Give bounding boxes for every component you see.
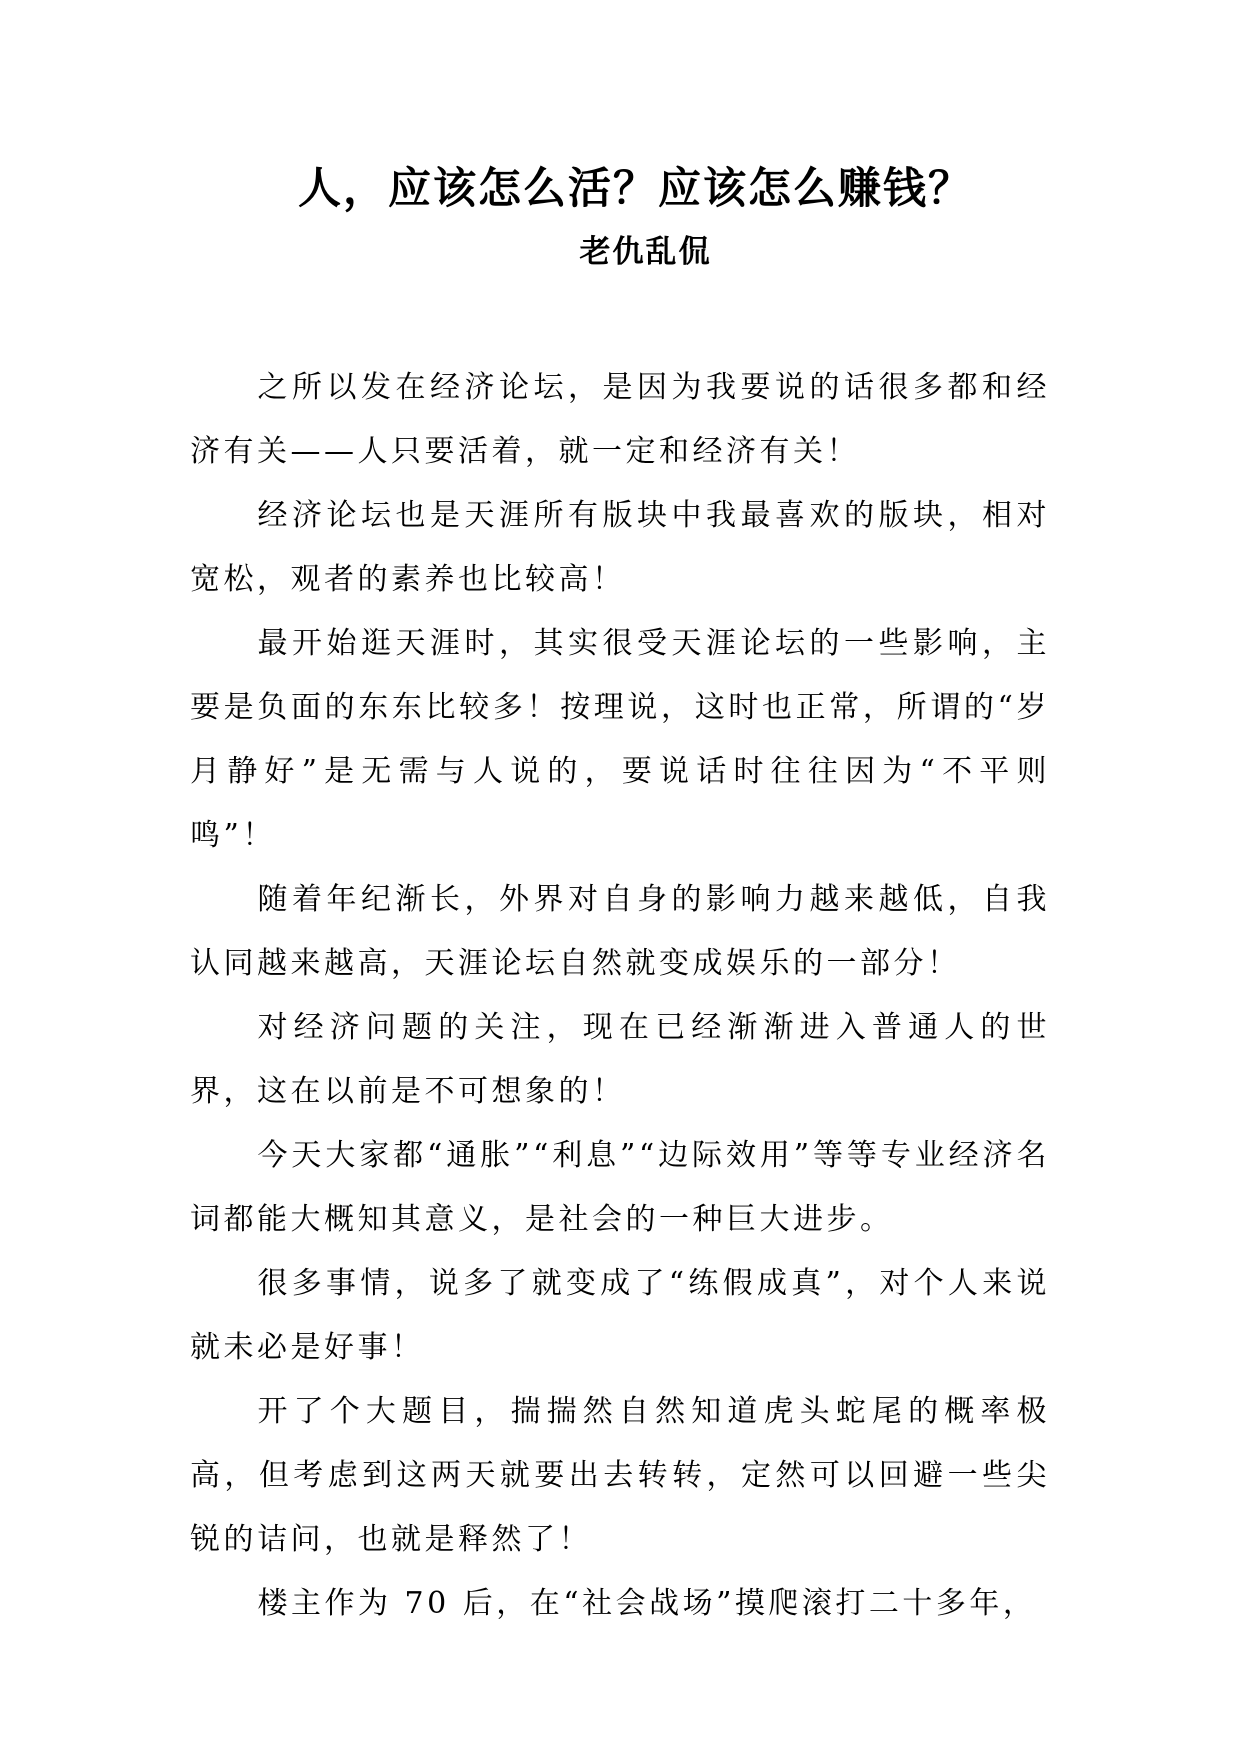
paragraph: 楼主作为 70 后，在“社会战场”摸爬滚打二十多年， [257, 1586, 1037, 1621]
paragraph: 开了个大题目，揣揣然自然知道虎头蛇尾的概率极高，但考虑到这两天就要出去转转，定然可以回避一些尖锐的诘问，也就是释然了！ [190, 1394, 1050, 1557]
author-name: 老仇乱侃 [579, 234, 712, 270]
paragraph: 最开始逛天涯时，其实很受天涯论坛的一些影响，主要是负面的东东比较多！按理说，这时也正常，所谓的“岁月静好”是无需与人说的，要说话时往往因为“不平则鸣”！ [190, 626, 1050, 853]
paragraph: 随着年纪渐长，外界对自身的影响力越来越低，自我认同越来越高，天涯论坛自然就变成娱乐的一部分！ [190, 882, 1050, 981]
document-title: 人，应该怎么活？应该怎么赚钱？ [298, 164, 973, 214]
paragraph: 经济论坛也是天涯所有版块中我最喜欢的版块，相对宽松，观者的素养也比较高！ [190, 498, 1050, 597]
paragraph: 对经济问题的关注，现在已经渐渐进入普通人的世界，这在以前是不可想象的！ [190, 1010, 1050, 1109]
paragraph: 今天大家都“通胀”“利息”“边际效用”等等专业经济名词都能大概知其意义，是社会的一种巨大进步。 [190, 1138, 1050, 1237]
paragraph: 之所以发在经济论坛，是因为我要说的话很多都和经济有关——人只要活着，就一定和经济有关！ [190, 370, 1050, 469]
paragraph: 很多事情，说多了就变成了“练假成真”，对个人来说就未必是好事！ [190, 1266, 1050, 1365]
article-body [190, 356, 1050, 1636]
